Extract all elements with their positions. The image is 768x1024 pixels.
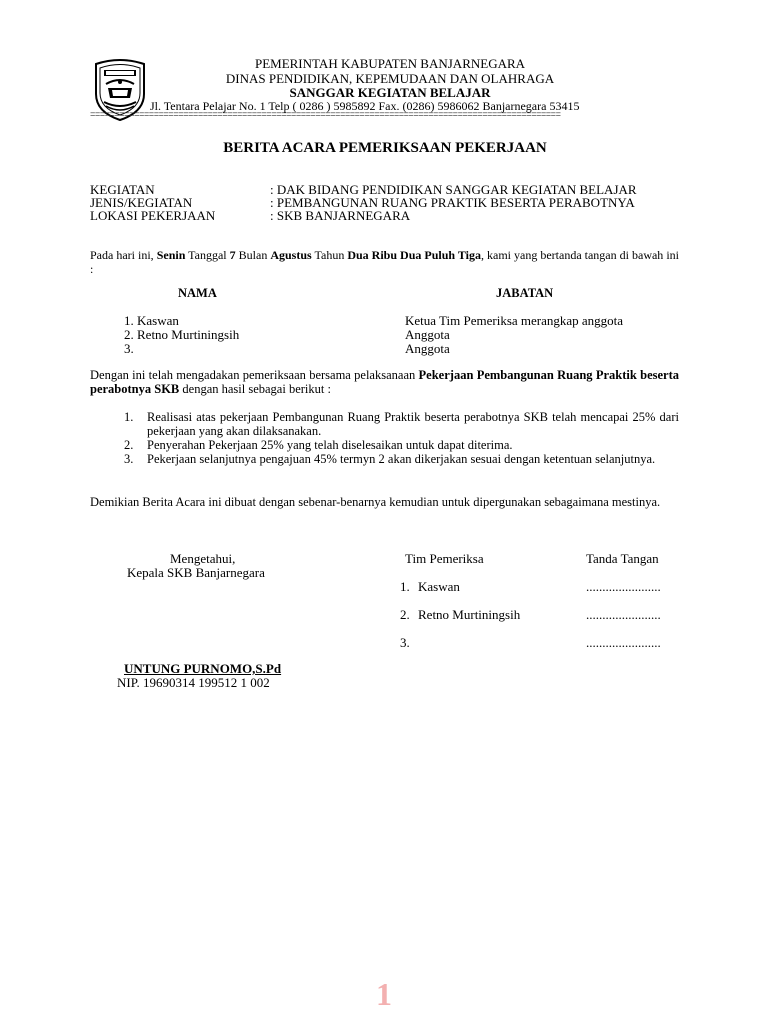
- meta-label-lokasi: LOKASI PEKERJAAN: [90, 208, 216, 223]
- team-member-number: 1.: [400, 579, 410, 594]
- letterhead-government: PEMERINTAH KABUPATEN BANJARNEGARA: [254, 56, 526, 71]
- meta-label-jenis: JENIS/KEGIATAN: [90, 195, 193, 210]
- member-name: 3.: [124, 341, 134, 356]
- statement-work-title: Pekerjaan Pembangunan Ruang Praktik beserta perabotnya SKB: [90, 368, 679, 396]
- intro-year: Dua Ribu Dua Puluh Tiga: [347, 248, 481, 262]
- member-name: 1. Kaswan: [124, 313, 179, 328]
- closing-paragraph: Demikian Berita Acara ini dibuat dengan sebenar-benarnya kemudian untuk dipergunakan sebagaimana mestinya.: [90, 495, 661, 509]
- list-item: 2. Penyerahan Pekerjaan 25% yang telah diselesaikan untuk dapat diterima.: [124, 438, 513, 452]
- member-position: Ketua Tim Pemeriksa merangkap anggota: [405, 313, 624, 328]
- meta-value-kegiatan: : DAK BIDANG PENDIDIKAN SANGGAR KEGIATAN BELAJAR: [270, 182, 637, 197]
- document-title: BERITA ACARA PEMERIKSAAN PEKERJAAN: [223, 140, 547, 156]
- meta-label-kegiatan: KEGIATAN: [90, 182, 155, 197]
- list-item: 3. Pekerjaan selanjutnya pengajuan 45% termyn 2 akan dikerjakan sesuai dengan ketentuan selanjutnya.: [124, 452, 656, 466]
- column-header-position: JABATAN: [496, 286, 554, 300]
- head-name: UNTUNG PURNOMO,S.Pd: [124, 661, 282, 676]
- meta-value-lokasi: : SKB BANJARNEGARA: [270, 208, 411, 223]
- letterhead-separator: ================================================================================================: [90, 110, 561, 120]
- team-member-number: 2.: [400, 607, 410, 622]
- member-position: Anggota: [405, 341, 450, 356]
- letterhead-address: Jl. Tentara Pelajar No. 1 Telp ( 0286 ) 5985892 Fax. (0286) 5986062 Banjarnegara 53415: [150, 99, 580, 113]
- head-nip: NIP. 19690314 199512 1 002: [117, 675, 270, 690]
- signature-line: .......................: [586, 579, 661, 594]
- statement-paragraph: Dengan ini telah mengadakan pemeriksaan bersama pelaksanaan Pekerjaan Pembangunan Ruang Praktik beserta perabotnya SKB dengan hasil sebagai berikut :: [90, 368, 679, 396]
- acknowledge-label: Mengetahui,: [170, 551, 236, 566]
- intro-date: 7: [229, 248, 236, 262]
- head-title: Kepala SKB Banjarnegara: [127, 565, 265, 580]
- signature-line: .......................: [586, 635, 661, 650]
- intro-month: Agustus: [270, 248, 312, 262]
- results-list: [124, 410, 679, 466]
- letterhead-unit: SANGGAR KEGIATAN BELAJAR: [289, 85, 491, 100]
- meta-value-jenis: : PEMBANGUNAN RUANG PRAKTIK BESERTA PERABOTNYA: [270, 195, 635, 210]
- member-name: 2. Retno Murtiningsih: [124, 327, 240, 342]
- team-member-name: Kaswan: [418, 579, 460, 594]
- signature-header: Tanda Tangan: [586, 551, 659, 566]
- signature-line: .......................: [586, 607, 661, 622]
- member-position: Anggota: [405, 327, 450, 342]
- list-item: 1. Realisasi atas pekerjaan Pembangunan Ruang Praktik beserta perabotnya SKB telah mencapai 25% dari pekerjaan yang akan dilaksanakan.: [124, 410, 679, 438]
- column-header-name: NAMA: [178, 286, 217, 300]
- page-number: 1: [376, 976, 392, 1012]
- intro-day: Senin: [156, 248, 186, 262]
- intro-paragraph: Pada hari ini, Senin Tanggal 7 Bulan Agustus Tahun Dua Ribu Dua Puluh Tiga, kami yang bertanda tangan di bawah ini :: [90, 248, 679, 276]
- team-member-name: Retno Murtiningsih: [418, 607, 521, 622]
- team-member-number: 3.: [400, 635, 410, 650]
- team-header: Tim Pemeriksa: [405, 551, 484, 566]
- letterhead-department: DINAS PENDIDIKAN, KEPEMUDAAN DAN OLAHRAGA: [225, 71, 555, 86]
